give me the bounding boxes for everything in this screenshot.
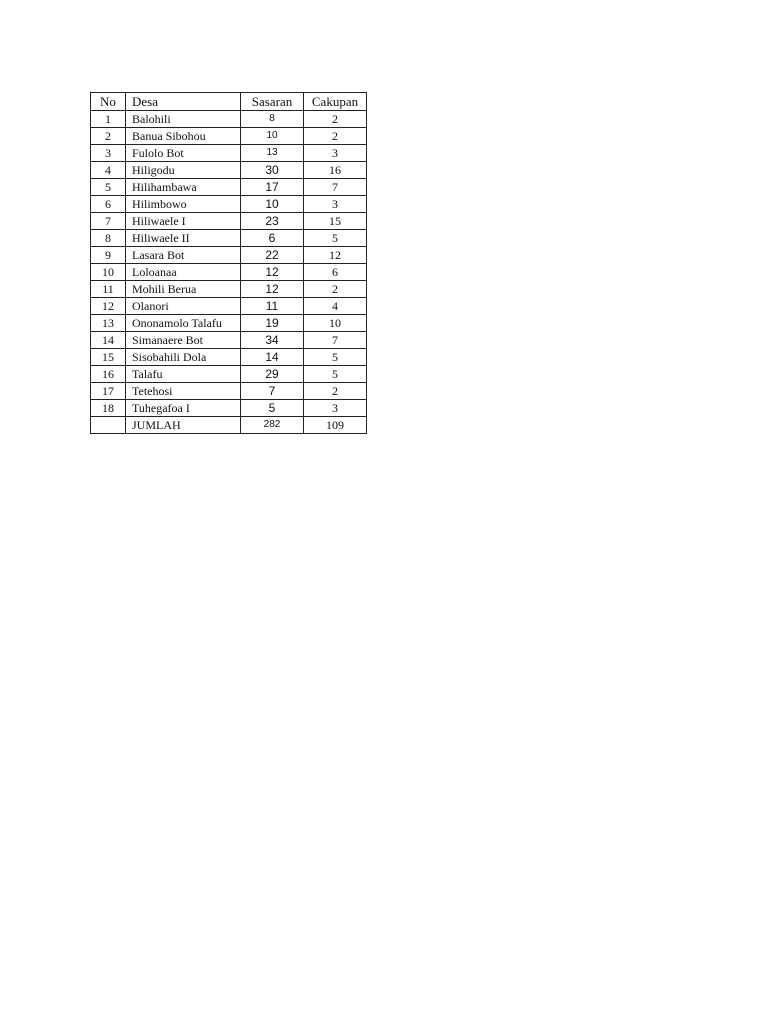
table-body bbox=[91, 111, 367, 417]
row-no: 18 bbox=[91, 400, 126, 417]
table-row bbox=[91, 315, 367, 332]
header-desa: Desa bbox=[126, 93, 241, 111]
row-no: 1 bbox=[91, 111, 126, 128]
row-desa: Banua Sibohou bbox=[126, 128, 241, 145]
row-cakupan: 10 bbox=[304, 315, 367, 332]
header-sasaran: Sasaran bbox=[241, 93, 304, 111]
row-sasaran: 19 bbox=[241, 315, 304, 332]
table-row bbox=[91, 196, 367, 213]
row-desa: Olanori bbox=[126, 298, 241, 315]
row-sasaran: 12 bbox=[241, 281, 304, 298]
row-no: 5 bbox=[91, 179, 126, 196]
row-desa: Tuhegafoa I bbox=[126, 400, 241, 417]
table-row bbox=[91, 366, 367, 383]
row-cakupan: 5 bbox=[304, 349, 367, 366]
row-cakupan: 4 bbox=[304, 298, 367, 315]
row-sasaran: 13 bbox=[241, 145, 304, 162]
row-sasaran: 10 bbox=[241, 196, 304, 213]
row-cakupan: 7 bbox=[304, 332, 367, 349]
table-row bbox=[91, 128, 367, 145]
row-no: 3 bbox=[91, 145, 126, 162]
table-row bbox=[91, 400, 367, 417]
row-no: 11 bbox=[91, 281, 126, 298]
coverage-table bbox=[90, 92, 367, 434]
row-no: 6 bbox=[91, 196, 126, 213]
row-sasaran: 17 bbox=[241, 179, 304, 196]
row-no: 16 bbox=[91, 366, 126, 383]
row-sasaran: 10 bbox=[241, 128, 304, 145]
row-sasaran: 11 bbox=[241, 298, 304, 315]
row-sasaran: 14 bbox=[241, 349, 304, 366]
row-sasaran: 8 bbox=[241, 111, 304, 128]
row-no: 13 bbox=[91, 315, 126, 332]
row-cakupan: 15 bbox=[304, 213, 367, 230]
total-sasaran: 282 bbox=[241, 417, 304, 434]
total-row bbox=[91, 417, 367, 434]
row-no: 7 bbox=[91, 213, 126, 230]
row-desa: Lasara Bot bbox=[126, 247, 241, 264]
row-sasaran: 34 bbox=[241, 332, 304, 349]
row-no: 12 bbox=[91, 298, 126, 315]
table-row bbox=[91, 281, 367, 298]
row-desa: Hiliwaele I bbox=[126, 213, 241, 230]
table-row bbox=[91, 162, 367, 179]
row-sasaran: 23 bbox=[241, 213, 304, 230]
row-sasaran: 5 bbox=[241, 400, 304, 417]
row-desa: Talafu bbox=[126, 366, 241, 383]
table-footer bbox=[91, 417, 367, 434]
row-desa: Hiliwaele II bbox=[126, 230, 241, 247]
row-sasaran: 30 bbox=[241, 162, 304, 179]
table-row bbox=[91, 145, 367, 162]
table-row bbox=[91, 383, 367, 400]
row-cakupan: 3 bbox=[304, 196, 367, 213]
row-cakupan: 2 bbox=[304, 281, 367, 298]
table-row bbox=[91, 298, 367, 315]
table-row bbox=[91, 332, 367, 349]
table-row bbox=[91, 179, 367, 196]
table-row bbox=[91, 111, 367, 128]
row-cakupan: 3 bbox=[304, 145, 367, 162]
row-desa: Mohili Berua bbox=[126, 281, 241, 298]
table-row bbox=[91, 349, 367, 366]
row-sasaran: 29 bbox=[241, 366, 304, 383]
total-no-cell bbox=[91, 417, 126, 434]
row-desa: Balohili bbox=[126, 111, 241, 128]
header-no: No bbox=[91, 93, 126, 111]
row-cakupan: 5 bbox=[304, 230, 367, 247]
row-cakupan: 16 bbox=[304, 162, 367, 179]
row-desa: Hilihambawa bbox=[126, 179, 241, 196]
header-cakupan: Cakupan bbox=[304, 93, 367, 111]
header-row bbox=[91, 93, 367, 111]
total-cakupan: 109 bbox=[304, 417, 367, 434]
row-cakupan: 12 bbox=[304, 247, 367, 264]
row-sasaran: 12 bbox=[241, 264, 304, 281]
table-row bbox=[91, 247, 367, 264]
row-desa: Loloanaa bbox=[126, 264, 241, 281]
row-sasaran: 7 bbox=[241, 383, 304, 400]
row-cakupan: 2 bbox=[304, 383, 367, 400]
row-desa: Hiligodu bbox=[126, 162, 241, 179]
row-no: 9 bbox=[91, 247, 126, 264]
row-cakupan: 7 bbox=[304, 179, 367, 196]
row-cakupan: 2 bbox=[304, 128, 367, 145]
row-sasaran: 6 bbox=[241, 230, 304, 247]
row-no: 4 bbox=[91, 162, 126, 179]
row-no: 17 bbox=[91, 383, 126, 400]
table-row bbox=[91, 230, 367, 247]
row-desa: Hilimbowo bbox=[126, 196, 241, 213]
row-desa: Ononamolo Talafu bbox=[126, 315, 241, 332]
total-label: JUMLAH bbox=[126, 417, 241, 434]
row-no: 8 bbox=[91, 230, 126, 247]
row-cakupan: 5 bbox=[304, 366, 367, 383]
row-cakupan: 3 bbox=[304, 400, 367, 417]
row-desa: Tetehosi bbox=[126, 383, 241, 400]
row-cakupan: 2 bbox=[304, 111, 367, 128]
row-no: 10 bbox=[91, 264, 126, 281]
row-no: 15 bbox=[91, 349, 126, 366]
row-desa: Sisobahili Dola bbox=[126, 349, 241, 366]
row-cakupan: 6 bbox=[304, 264, 367, 281]
row-no: 14 bbox=[91, 332, 126, 349]
table-header bbox=[91, 93, 367, 111]
row-desa: Simanaere Bot bbox=[126, 332, 241, 349]
table-row bbox=[91, 264, 367, 281]
row-sasaran: 22 bbox=[241, 247, 304, 264]
row-desa: Fulolo Bot bbox=[126, 145, 241, 162]
row-no: 2 bbox=[91, 128, 126, 145]
table-row bbox=[91, 213, 367, 230]
